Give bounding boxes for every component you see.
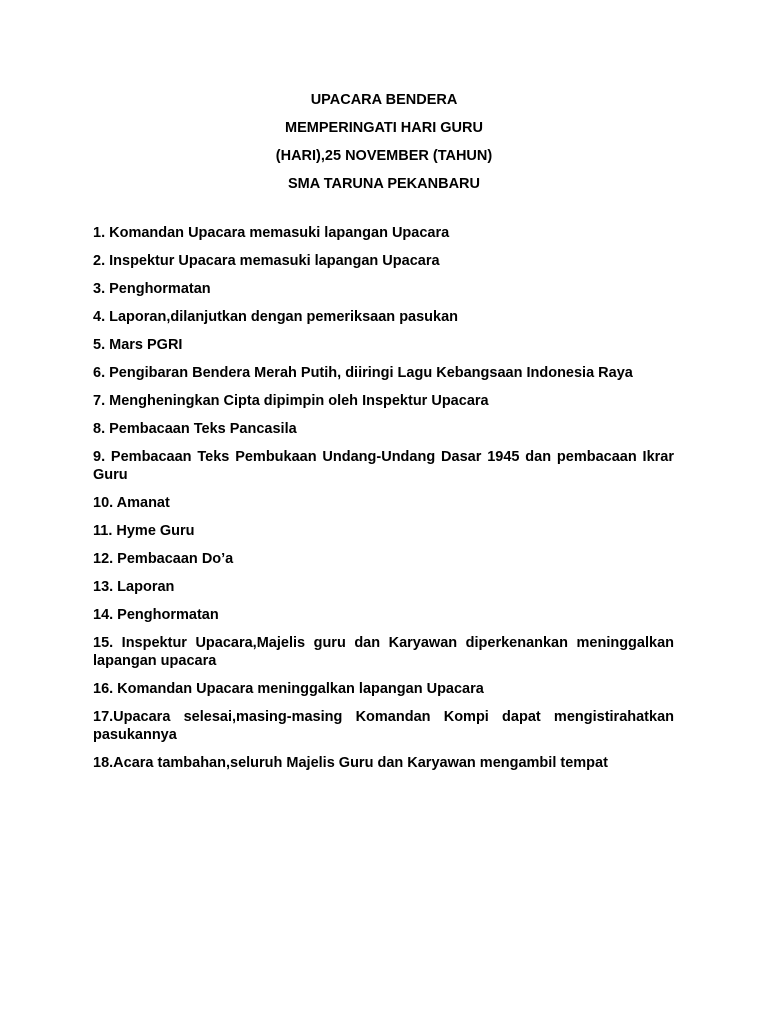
list-item: 7. Mengheningkan Cipta dipimpin oleh Inspektur Upacara (93, 393, 489, 409)
title-line-1: UPACARA BENDERA (310, 92, 458, 108)
list-item: 4. Laporan,dilanjutkan dengan pemeriksaan pasukan (93, 309, 459, 325)
list-item: 14. Penghormatan (93, 607, 219, 623)
list-item: 13. Laporan (93, 579, 175, 595)
list-item: 3. Penghormatan (93, 281, 211, 297)
list-item: 9. Pembacaan Teks Pembukaan Undang-Undang Dasar 1945 dan pembacaan Ikrar Guru (93, 449, 674, 483)
list-item: 16. Komandan Upacara meninggalkan lapangan Upacara (93, 681, 484, 697)
list-item: 18.Acara tambahan,seluruh Majelis Guru dan Karyawan mengambil tempat (93, 755, 608, 771)
list-item: 8. Pembacaan Teks Pancasila (93, 421, 297, 437)
list-item: 11. Hyme Guru (93, 523, 195, 539)
list-item: 6. Pengibaran Bendera Merah Putih, diiringi Lagu Kebangsaan Indonesia Raya (93, 365, 633, 381)
title-line-3: (HARI),25 NOVEMBER (TAHUN) (275, 148, 493, 164)
list-item: 2. Inspektur Upacara memasuki lapangan Upacara (93, 253, 440, 269)
list-item: 15. Inspektur Upacara,Majelis guru dan Karyawan diperkenankan meninggalkan lapangan upacara (93, 635, 674, 669)
ceremony-agenda-list (93, 224, 674, 782)
title-line-4: SMA TARUNA PEKANBARU (288, 176, 480, 192)
list-item: 1. Komandan Upacara memasuki lapangan Upacara (93, 225, 450, 241)
list-item: 17.Upacara selesai,masing-masing Komandan Kompi dapat mengistirahatkan pasukannya (93, 709, 674, 743)
list-item: 5. Mars PGRI (93, 337, 183, 353)
document-header (0, 86, 768, 198)
title-line-2: MEMPERINGATI HARI GURU (285, 120, 483, 136)
list-item: 12. Pembacaan Do’a (93, 551, 234, 567)
list-item: 10. Amanat (93, 495, 170, 511)
